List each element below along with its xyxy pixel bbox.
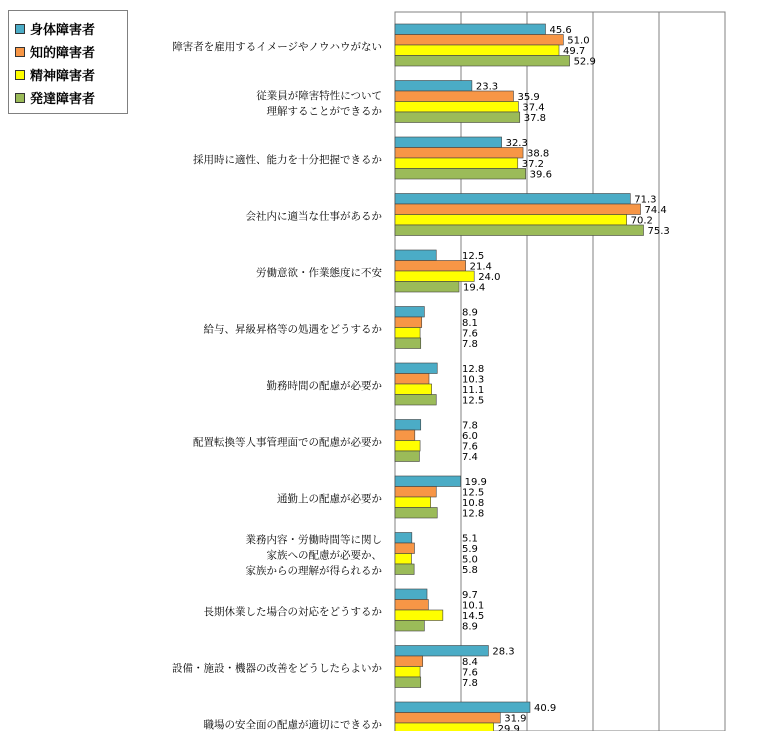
category-label: 理解することができるか (266, 105, 382, 118)
bar (395, 225, 643, 236)
value-label: 10.8 (462, 498, 485, 509)
value-label: 8.9 (462, 307, 478, 319)
category-labels (172, 40, 382, 731)
bar (395, 451, 419, 462)
value-label: 6.0 (462, 431, 478, 442)
bar (395, 667, 420, 678)
bar (395, 395, 436, 406)
bar (395, 169, 526, 180)
value-label: 9.7 (462, 590, 478, 601)
legend-swatch-2 (15, 70, 25, 80)
value-label: 7.4 (462, 452, 478, 463)
category-label: 採用時に適性、能力を十分把握できるか (193, 154, 382, 166)
value-label: 5.0 (462, 554, 478, 566)
bar (395, 56, 570, 67)
category-label: 会社内に適当な仕事があるか (245, 210, 382, 223)
bar (395, 102, 518, 113)
bar (395, 307, 424, 318)
bar (395, 646, 488, 657)
bar (395, 158, 518, 169)
bar (395, 508, 437, 519)
bar (395, 476, 461, 487)
value-label: 5.9 (462, 544, 478, 555)
value-label: 7.6 (462, 441, 478, 453)
bar (395, 554, 412, 565)
value-label: 12.8 (462, 364, 485, 375)
value-label: 37.4 (522, 102, 545, 114)
legend-item-2 (15, 63, 127, 86)
value-labels (462, 25, 670, 731)
value-label: 40.9 (533, 703, 557, 714)
value-label: 29.9 (497, 724, 520, 731)
value-label: 12.5 (462, 487, 485, 499)
value-label: 7.6 (462, 667, 478, 679)
value-label: 70.2 (630, 215, 653, 227)
bar (395, 374, 429, 385)
bar (395, 497, 431, 508)
value-label: 14.5 (462, 611, 485, 622)
bars (395, 24, 643, 731)
bar (395, 328, 420, 339)
legend-swatch-1 (15, 47, 25, 57)
bar (395, 430, 415, 441)
value-label: 74.4 (644, 205, 667, 216)
value-label: 37.8 (523, 113, 547, 124)
bar (395, 112, 520, 123)
bar (395, 610, 443, 621)
bar (395, 282, 459, 293)
category-label: 家族への配慮が必要か、 (266, 549, 382, 562)
bar (395, 271, 474, 282)
bar (395, 677, 421, 688)
value-label: 19.9 (464, 477, 487, 488)
bar (395, 564, 414, 575)
bar (395, 621, 424, 632)
bar (395, 194, 630, 205)
value-label: 39.6 (529, 169, 552, 181)
legend-label-0: 身体障害者 (30, 23, 96, 38)
value-label: 38.8 (527, 148, 550, 160)
category-label: 長期休業した場合の対応をどうするか (203, 606, 382, 618)
legend-label-2: 精神障害者 (30, 69, 96, 84)
value-label: 10.1 (462, 600, 485, 612)
value-label: 12.5 (462, 251, 485, 262)
bar (395, 702, 530, 713)
bar (395, 384, 432, 395)
value-label: 37.2 (521, 159, 545, 170)
legend-label-3: 発達障害者 (30, 92, 96, 107)
bar (395, 487, 436, 498)
bar (395, 656, 423, 667)
bar (395, 91, 513, 102)
value-label: 35.9 (517, 92, 540, 103)
value-label: 5.8 (462, 565, 478, 576)
value-label: 24.0 (478, 272, 501, 283)
bar (395, 713, 500, 724)
value-label: 23.3 (475, 81, 499, 93)
category-label: 勤務時間の配慮が必要か (266, 380, 382, 392)
value-label: 75.3 (647, 226, 670, 237)
legend-item-0 (15, 17, 127, 40)
value-label: 8.1 (462, 318, 478, 329)
value-label: 7.6 (462, 328, 478, 340)
value-label: 12.5 (462, 395, 485, 407)
category-label: 給与、昇級昇格等の処遇をどうするか (203, 323, 382, 336)
bar (395, 441, 420, 452)
category-label: 配置転換等人事管理面での配慮が必要か (193, 436, 382, 449)
value-label: 19.4 (463, 282, 486, 294)
category-label: 家族からの理解が得られるか (245, 565, 382, 577)
legend-item-1 (15, 40, 127, 63)
legend-label-1: 知的障害者 (30, 46, 96, 61)
bar (395, 317, 422, 328)
value-label: 8.9 (462, 621, 478, 633)
bar (395, 137, 502, 148)
value-label: 7.8 (462, 678, 478, 689)
value-label: 51.0 (567, 35, 590, 47)
value-label: 28.3 (492, 646, 515, 658)
bar (395, 338, 421, 349)
bar (395, 600, 428, 611)
bar (395, 81, 472, 92)
bar (395, 35, 563, 46)
value-label: 10.3 (462, 374, 485, 386)
bar (395, 589, 427, 600)
value-label: 21.4 (469, 261, 492, 273)
bar (395, 261, 466, 272)
category-label: 障害者を雇用するイメージやノウハウがない (172, 41, 382, 53)
value-label: 31.9 (504, 713, 527, 725)
bar (395, 148, 523, 159)
legend-item-3 (15, 86, 127, 109)
bar (395, 723, 494, 731)
value-label: 45.6 (549, 25, 572, 36)
value-label: 11.1 (462, 385, 485, 396)
bar (395, 45, 559, 56)
value-label: 5.1 (462, 533, 478, 545)
bar (395, 250, 436, 261)
legend (8, 10, 128, 114)
value-label: 7.8 (462, 339, 478, 350)
category-label: 業務内容・労働時間等に関し (245, 534, 382, 546)
bar (395, 420, 421, 431)
bar (395, 363, 437, 374)
bar (395, 24, 545, 35)
value-label: 71.3 (634, 194, 657, 206)
bar (395, 215, 627, 226)
value-label: 52.9 (573, 56, 596, 68)
category-label: 労働意欲・作業態度に不安 (256, 267, 382, 279)
bar (395, 533, 412, 544)
legend-swatch-0 (15, 24, 25, 34)
category-label: 従業員が障害特性について (256, 89, 382, 102)
value-label: 7.8 (462, 420, 478, 432)
category-label: 設備・施設・機器の改善をどうしたらよいか (172, 662, 382, 675)
value-label: 8.4 (462, 657, 478, 668)
bar (395, 204, 641, 215)
category-label: 通勤上の配慮が必要か (277, 493, 382, 505)
value-label: 12.8 (462, 508, 485, 520)
value-label: 32.3 (505, 138, 528, 149)
legend-swatch-3 (15, 93, 25, 103)
value-label: 49.7 (563, 46, 586, 57)
bar (395, 543, 414, 554)
category-label: 職場の安全面の配慮が適切にできるか (203, 719, 382, 731)
